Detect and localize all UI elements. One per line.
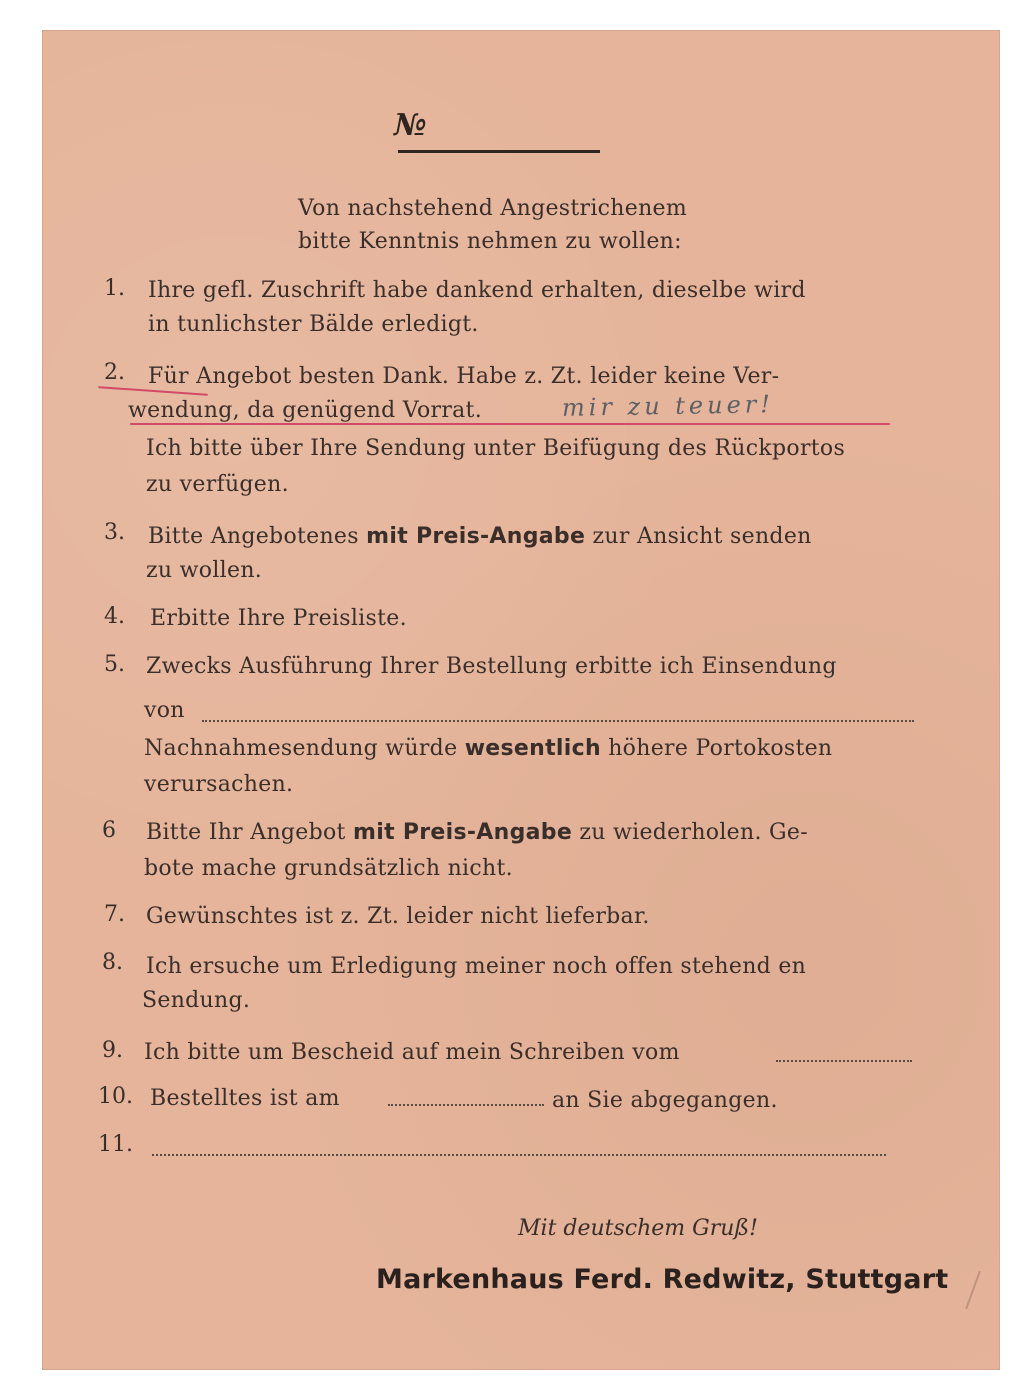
item-number: 1. [104, 276, 125, 301]
item-text: Bestelltes ist am [150, 1086, 340, 1111]
item-text: verursachen. [144, 772, 294, 797]
item-text: Für Angebot besten Dank. Habe z. Zt. leider keine Ver- [148, 364, 780, 389]
item-text: Nachnahmesendung würde wesentlich höhere Portokosten [144, 736, 833, 761]
fill-in-line [152, 1154, 886, 1156]
red-pencil-underline [130, 423, 890, 425]
number-label: № [394, 108, 427, 143]
company-name: Markenhaus Ferd. Redwitz, Stuttgart [376, 1264, 949, 1295]
letter-card [42, 30, 1000, 1370]
item-text: Bitte Angebotenes mit Preis-Angabe zur Ansicht senden [148, 524, 812, 549]
fill-in-line [388, 1104, 544, 1106]
item-text: Ihre gefl. Zuschrift habe dankend erhalten, dieselbe wird [148, 278, 806, 303]
item-number: 4. [104, 604, 125, 629]
item-text: Sendung. [142, 988, 251, 1013]
item-number: 6 [102, 818, 116, 843]
intro-line-1: Von nachstehend Angestrichenem [298, 196, 688, 221]
greeting: Mit deutschem Gruß! [518, 1216, 758, 1241]
item-number: 10. [98, 1084, 133, 1109]
item-text: Bitte Ihr Angebot mit Preis-Angabe zu wiederholen. Ge- [146, 820, 808, 845]
item-text: Ich ersuche um Erledigung meiner noch offen stehend en [146, 954, 807, 979]
item-number: 9. [102, 1038, 123, 1063]
item-number: 5. [104, 652, 125, 677]
number-field-line [398, 150, 600, 153]
item-text: Ich bitte über Ihre Sendung unter Beifügung des Rückportos [146, 436, 846, 461]
item-text: an Sie abgegangen. [552, 1088, 778, 1113]
item-text: Gewünschtes ist z. Zt. leider nicht lieferbar. [146, 904, 650, 929]
handwritten-note: mir zu teuer! [561, 390, 775, 422]
item-number: 2. [104, 360, 125, 385]
fill-in-line [776, 1060, 912, 1062]
fill-in-line [202, 720, 914, 722]
item-text: bote mache grundsätzlich nicht. [144, 856, 513, 881]
pencil-mark [965, 1271, 981, 1309]
item-text: Ich bitte um Bescheid auf mein Schreiben vom [144, 1040, 680, 1065]
item-number: 7. [104, 902, 125, 927]
item-text: von [144, 698, 185, 723]
item-text: zu verfügen. [146, 472, 289, 497]
item-number: 11. [98, 1132, 133, 1157]
item-number: 3. [104, 520, 125, 545]
item-text: zu wollen. [146, 558, 263, 583]
item-number: 8. [102, 950, 123, 975]
intro-line-2: bitte Kenntnis nehmen zu wollen: [298, 229, 682, 254]
item-text-marked: wendung, da genügend Vorrat. [128, 398, 482, 423]
item-text: Erbitte Ihre Preisliste. [150, 606, 407, 631]
item-text: Zwecks Ausführung Ihrer Bestellung erbitte ich Einsendung [146, 654, 837, 679]
item-text: in tunlichster Bälde erledigt. [148, 312, 479, 337]
